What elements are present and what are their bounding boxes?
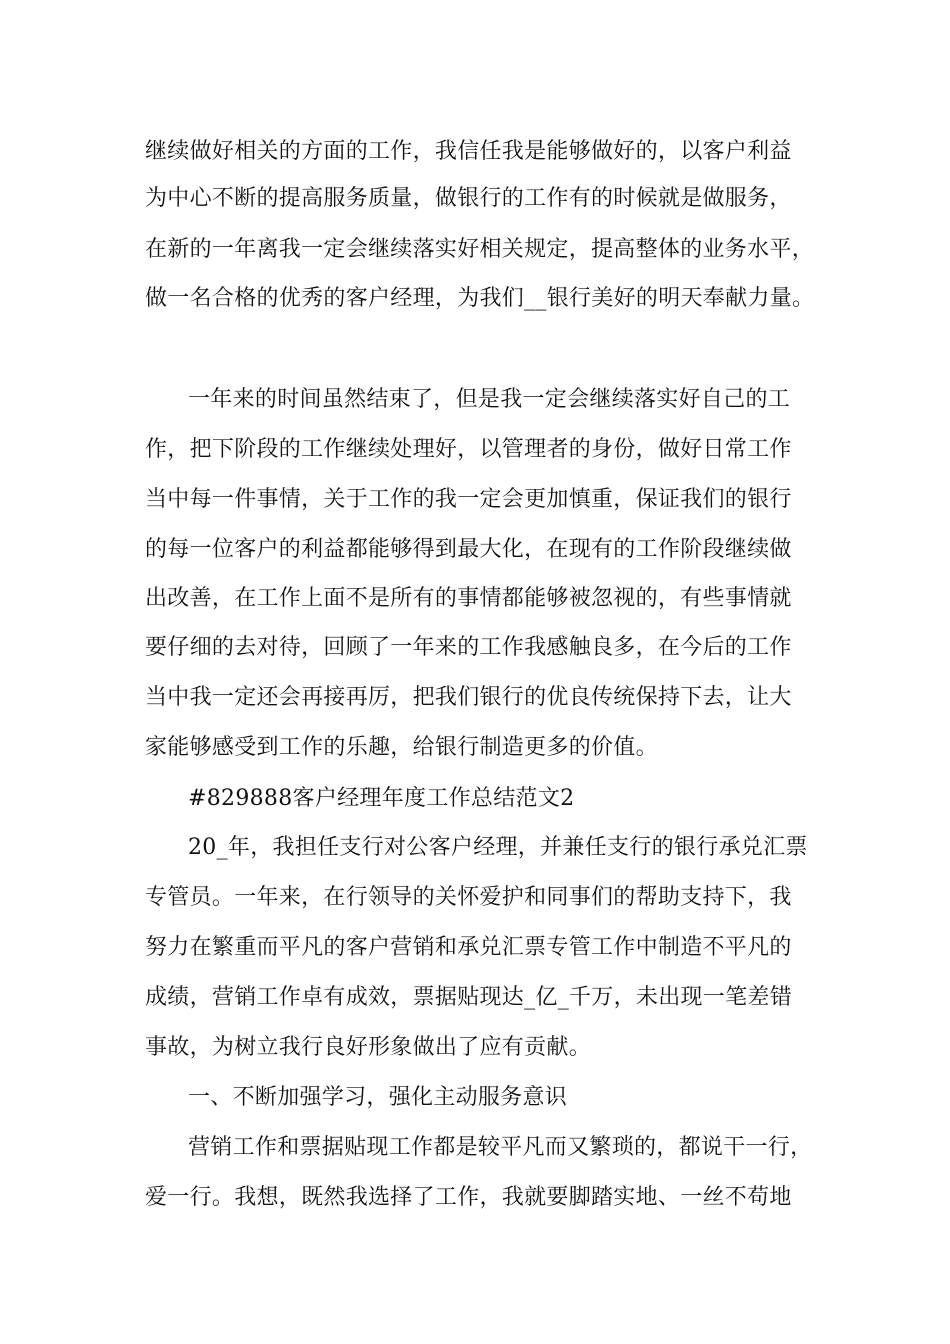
paragraph-2-line-2: 作，把下阶段的工作继续处理好，以管理者的身份，做好日常工作: [145, 437, 792, 462]
paragraph-2-line-5: 出改善，在工作上面不是所有的事情都能够被忽视的，有些事情就: [145, 586, 792, 611]
paragraph-2-line-8: 家能够感受到工作的乐趣，给银行制造更多的价值。: [145, 735, 658, 760]
paragraph-1-line-4: 做一名合格的优秀的客户经理，为我们__银行美好的明天奉献力量。: [145, 286, 815, 311]
paragraph-2-line-6: 要仔细的去对待，回顾了一年来的工作我感触良多，在今后的工作: [145, 635, 792, 660]
paragraph-3-line-3: 努力在繁重而平凡的客户营销和承兑汇票专管工作中制造不平凡的: [145, 935, 792, 960]
paragraph-3-line-1: 20_年，我担任支行对公客户经理，并兼任支行的银行承兑汇票: [188, 835, 808, 860]
paragraph-1-line-2: 为中心不断的提高服务质量，做银行的工作有的时候就是做服务，: [145, 186, 792, 211]
paragraph-2-line-3: 当中每一件事情，关于工作的我一定会更加慎重，保证我们的银行: [145, 487, 792, 512]
paragraph-2-line-4: 的每一位客户的利益都能够得到最大化，在现有的工作阶段继续做: [145, 537, 792, 562]
paragraph-4-line-1: 营销工作和票据贴现工作都是较平凡而又繁琐的，都说干一行，: [188, 1135, 813, 1160]
paragraph-2-line-7: 当中我一定还会再接再厉，把我们银行的优良传统保持下去，让大: [145, 685, 792, 710]
paragraph-1-line-1: 继续做好相关的方面的工作，我信任我是能够做好的，以客户利益: [145, 139, 792, 164]
paragraph-3-line-2: 专管员。一年来，在行领导的关怀爱护和同事们的帮助支持下，我: [145, 885, 792, 910]
paragraph-2-line-1: 一年来的时间虽然结束了，但是我一定会继续落实好自己的工: [188, 387, 791, 412]
paragraph-3-line-5: 事故，为树立我行良好形象做出了应有贡献。: [145, 1035, 592, 1060]
paragraph-3-line-4: 成绩，营销工作卓有成效，票据贴现达_亿_千万，未出现一笔差错: [145, 985, 793, 1010]
section-heading: #829888客户经理年度工作总结范文2: [188, 786, 575, 811]
subsection-heading: 一、不断加强学习，强化主动服务意识: [188, 1085, 568, 1110]
paragraph-4-line-2: 爱一行。我想，既然我选择了工作，我就要脚踏实地、一丝不苟地: [145, 1185, 792, 1210]
paragraph-1-line-3: 在新的一年离我一定会继续落实好相关规定，提高整体的业务水平，: [145, 237, 815, 262]
